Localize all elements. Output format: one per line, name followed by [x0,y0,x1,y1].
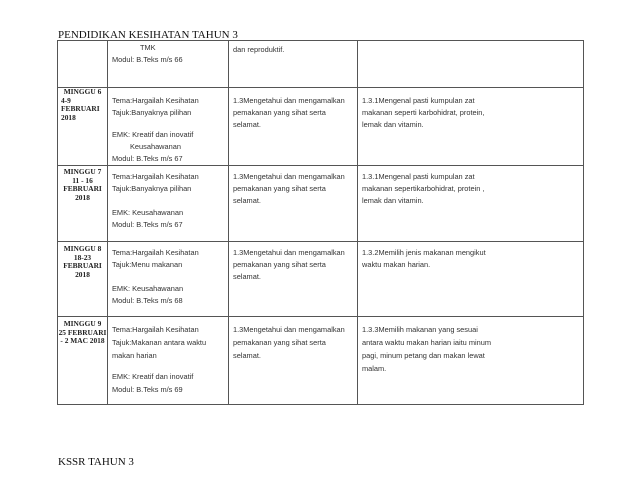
cell-line: Tajuk:Makanan antara waktu [112,338,207,347]
cell-line: EMK: Kreatif dan inovatif [112,130,194,139]
cell-line: Tajuk:Banyaknya pilihan [112,184,192,193]
theme-cell [108,242,229,317]
cell-line: Tema:Hargailah Kesihatan [112,248,199,257]
theme-cell [108,41,229,88]
table-row [58,242,584,317]
cell-line: pemakanan yang sihat serta [233,108,326,117]
week-line: 11 - 16 [72,175,93,185]
week-line: MINGGU 7 [63,167,102,176]
week-line: 18-23 [73,252,92,262]
theme-cell [108,166,229,242]
cell-line: Modul: B.Teks m/s 67 [112,220,183,229]
week-cell [58,242,108,317]
cell-line: Modul: B.Teks m/s 66 [112,54,183,64]
objective-cell [358,41,584,88]
cell-line: makanan seperti karbohidrat, protein, [362,108,485,117]
cell-line: EMK: Keusahawanan [112,284,184,293]
cell-line: malam. [362,364,387,373]
cell-line: Modul: B.Teks m/s 67 [112,154,183,163]
cell-line: 1.3.2Memilih jenis makanan mengikut [362,248,486,257]
week-cell [58,166,108,242]
cell-line: 1.3Mengetahui dan mengamalkan [233,248,345,257]
week-cell [58,88,108,166]
cell-line: lemak dan vitamin. [362,196,424,205]
week-line: MINGGU 8 [63,244,102,253]
cell-line: makanan sepertikarbohidrat, protein , [362,184,485,193]
cell-line: EMK: Keusahawanan [112,208,184,217]
week-line: 2018 [61,112,76,122]
cell-line: 1.3.1Mengenal pasti kumpulan zat [362,96,475,105]
cell-line: Tema:Hargailah Kesihatan [112,96,199,105]
objective-cell [358,88,584,166]
week-line: 2018 [75,192,90,202]
cell-line: 1.3Mengetahui dan mengamalkan [233,172,345,181]
cell-line: Tema:Hargailah Kesihatan [112,325,199,334]
cell-line: EMK: Kreatif dan inovatif [112,372,194,381]
standard-cell [229,166,358,242]
cell-line: Modul: B.Teks m/s 68 [112,296,183,305]
cell-line: TMK [140,43,156,52]
cell-line: 1.3Mengetahui dan mengamalkan [233,325,345,334]
week-line: MINGGU 9 [63,319,102,328]
week-line: 2018 [75,269,90,279]
table-row [58,317,584,405]
standard-cell [229,317,358,405]
cell-line: dan reproduktif. [233,45,285,54]
week-line: - 2 MAC 2018 [60,336,105,346]
standard-cell [229,242,358,317]
week-line: MINGGU 6 [63,87,102,96]
cell-line: makan harian [112,351,157,360]
page-header-title: PENDIDIKAN KESIHATAN TAHUN 3 [58,29,238,41]
week-cell [58,41,108,88]
theme-cell [108,88,229,166]
objective-cell [358,166,584,242]
table-row [58,41,584,88]
table-row [58,88,584,166]
cell-line: waktu makan harian. [362,260,431,269]
cell-line: pagi, minum petang dan makan lewat [362,351,485,360]
table-row [58,166,584,242]
week-line: 4-9 [61,95,71,105]
objective-cell [358,317,584,405]
cell-line: Tajuk:Menu makanan [112,260,183,269]
cell-line: selamat. [233,351,261,360]
theme-cell [108,317,229,405]
cell-line: 1.3.1Mengenal pasti kumpulan zat [362,172,475,181]
week-line: 25 FEBRUARI [58,327,107,337]
page-footer-title: KSSR TAHUN 3 [58,456,134,468]
cell-line: 1.3Mengetahui dan mengamalkan [233,96,345,105]
standard-cell [229,88,358,166]
cell-line: 1.3.3Memilih makanan yang sesuai [362,325,478,334]
cell-line: Tajuk:Banyaknya pilihan [112,108,192,117]
cell-line: pemakanan yang sihat serta [233,260,326,269]
cell-line: selamat. [233,120,261,129]
cell-line: selamat. [233,272,261,281]
week-cell [58,317,108,405]
cell-line: Tema:Hargailah Kesihatan [112,172,199,181]
cell-line: selamat. [233,196,261,205]
week-line: FEBRUARI [61,104,100,114]
cell-line: antara waktu makan harian iaitu minum [362,338,491,347]
lesson-plan-table [57,40,584,405]
cell-line: pemakanan yang sihat serta [233,338,326,347]
week-line: FEBRUARI [63,261,102,271]
cell-line: Modul: B.Teks m/s 69 [112,385,183,394]
week-line: FEBRUARI [63,184,102,194]
cell-line: pemakanan yang sihat serta [233,184,326,193]
standard-cell [229,41,358,88]
objective-cell [358,242,584,317]
cell-line: lemak dan vitamin. [362,120,424,129]
cell-line: Keusahawanan [130,142,181,151]
